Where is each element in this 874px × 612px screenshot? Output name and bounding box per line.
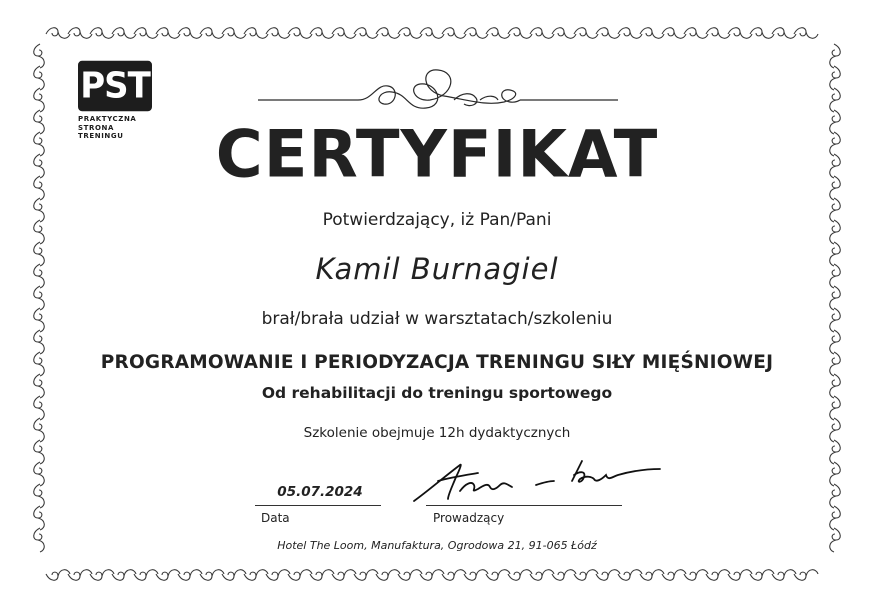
logo-mark: PST	[78, 61, 152, 111]
border-scroll	[830, 506, 841, 530]
border-scroll	[830, 462, 841, 486]
border-scroll	[398, 570, 422, 581]
border-scroll	[34, 440, 45, 464]
border-scroll	[244, 28, 268, 39]
border-scroll	[222, 28, 246, 39]
border-scroll	[354, 570, 378, 581]
border-scroll	[68, 28, 92, 39]
border-scroll	[266, 28, 290, 39]
border-scroll	[750, 570, 774, 581]
border-scroll	[46, 28, 70, 39]
border-scroll	[288, 28, 312, 39]
border-scroll	[830, 440, 841, 464]
border-scroll	[508, 28, 532, 39]
border-scroll	[244, 570, 268, 581]
border-scroll	[156, 570, 180, 581]
border-scroll	[830, 66, 841, 90]
border-scroll	[706, 570, 730, 581]
border-scroll	[156, 28, 180, 39]
border-scroll	[552, 28, 576, 39]
border-scroll	[574, 570, 598, 581]
border-scroll	[486, 28, 510, 39]
border-scroll	[830, 44, 841, 68]
border-scroll	[222, 570, 246, 581]
border-scroll	[34, 484, 45, 508]
border-scroll	[46, 570, 70, 581]
border-scroll	[310, 570, 334, 581]
border-scroll	[112, 570, 136, 581]
border-scroll	[684, 570, 708, 581]
border-scroll	[332, 570, 356, 581]
border-scroll	[794, 570, 818, 581]
logo-line-3: TRENINGU	[78, 132, 124, 140]
border-scroll	[830, 286, 841, 310]
border-scroll	[640, 28, 664, 39]
border-scroll	[34, 286, 45, 310]
border-scroll	[90, 28, 114, 39]
logo-line-2: STRONA	[78, 123, 115, 132]
border-scroll	[662, 570, 686, 581]
border-scroll	[830, 88, 841, 112]
border-scroll	[618, 570, 642, 581]
border-scroll	[200, 570, 224, 581]
border-scroll	[772, 570, 796, 581]
border-scroll	[662, 28, 686, 39]
venue-address: Hotel The Loom, Manufaktura, Ogrodowa 21, 91-065 Łódź	[277, 539, 597, 552]
border-scroll	[310, 28, 334, 39]
border-scroll	[134, 28, 158, 39]
border-scroll	[34, 44, 45, 68]
border-scroll	[596, 570, 620, 581]
border-scroll	[706, 28, 730, 39]
instructor-underline	[426, 505, 622, 506]
border-scroll	[772, 28, 796, 39]
border-scroll	[552, 570, 576, 581]
logo-line-1: PRAKTYCZNA	[78, 115, 137, 123]
border-scroll	[442, 570, 466, 581]
border-scroll	[486, 570, 510, 581]
border-scroll	[618, 28, 642, 39]
border-scroll	[34, 88, 45, 112]
border-scroll	[34, 66, 45, 90]
date-value: 05.07.2024	[277, 484, 363, 500]
border-scroll	[354, 28, 378, 39]
border-scroll	[684, 28, 708, 39]
border-scroll	[112, 28, 136, 39]
border-scroll	[464, 28, 488, 39]
border-scroll	[464, 570, 488, 581]
border-scroll	[530, 28, 554, 39]
border-scroll	[574, 28, 598, 39]
border-scroll	[398, 28, 422, 39]
border-scroll	[750, 28, 774, 39]
border-scroll	[376, 570, 400, 581]
border-scroll	[596, 28, 620, 39]
border-scroll	[530, 570, 554, 581]
border-scroll	[442, 28, 466, 39]
date-label: Data	[261, 511, 290, 525]
border-scroll	[68, 570, 92, 581]
border-scroll	[266, 570, 290, 581]
border-scroll	[332, 28, 356, 39]
border-scroll	[420, 570, 444, 581]
participation-text: brał/brała udział w warsztatach/szkoleniu	[261, 309, 613, 329]
border-scroll	[830, 484, 841, 508]
border-scroll	[134, 570, 158, 581]
instructor-signature	[408, 455, 668, 509]
border-scroll	[640, 570, 664, 581]
border-scroll	[376, 28, 400, 39]
border-scroll	[178, 570, 202, 581]
instructor-label: Prowadzący	[433, 511, 505, 525]
course-title: PROGRAMOWANIE I PERIODYZACJA TRENINGU SIŁY MIĘŚNIOWEJ	[100, 352, 774, 373]
border-scroll	[728, 28, 752, 39]
recipient-name: Kamil Burnagiel	[315, 252, 559, 286]
border-scroll	[830, 330, 841, 354]
border-scroll	[34, 462, 45, 486]
hours-text: Szkolenie obejmuje 12h dydaktycznych	[303, 425, 571, 441]
border-scroll	[420, 28, 444, 39]
border-scroll	[34, 330, 45, 354]
certificate-title: CERTYFIKAT	[215, 117, 659, 193]
border-scroll	[178, 28, 202, 39]
border-scroll	[90, 570, 114, 581]
course-subtitle: Od rehabilitacji do treningu sportowego	[261, 384, 613, 402]
date-underline	[255, 505, 381, 506]
border-scroll	[200, 28, 224, 39]
decorative-flourish	[258, 62, 618, 118]
border-scroll	[34, 506, 45, 530]
border-scroll	[794, 28, 818, 39]
border-scroll	[728, 570, 752, 581]
border-scroll	[508, 570, 532, 581]
confirm-text: Potwierdzający, iż Pan/Pani	[322, 210, 552, 230]
border-scroll	[288, 570, 312, 581]
